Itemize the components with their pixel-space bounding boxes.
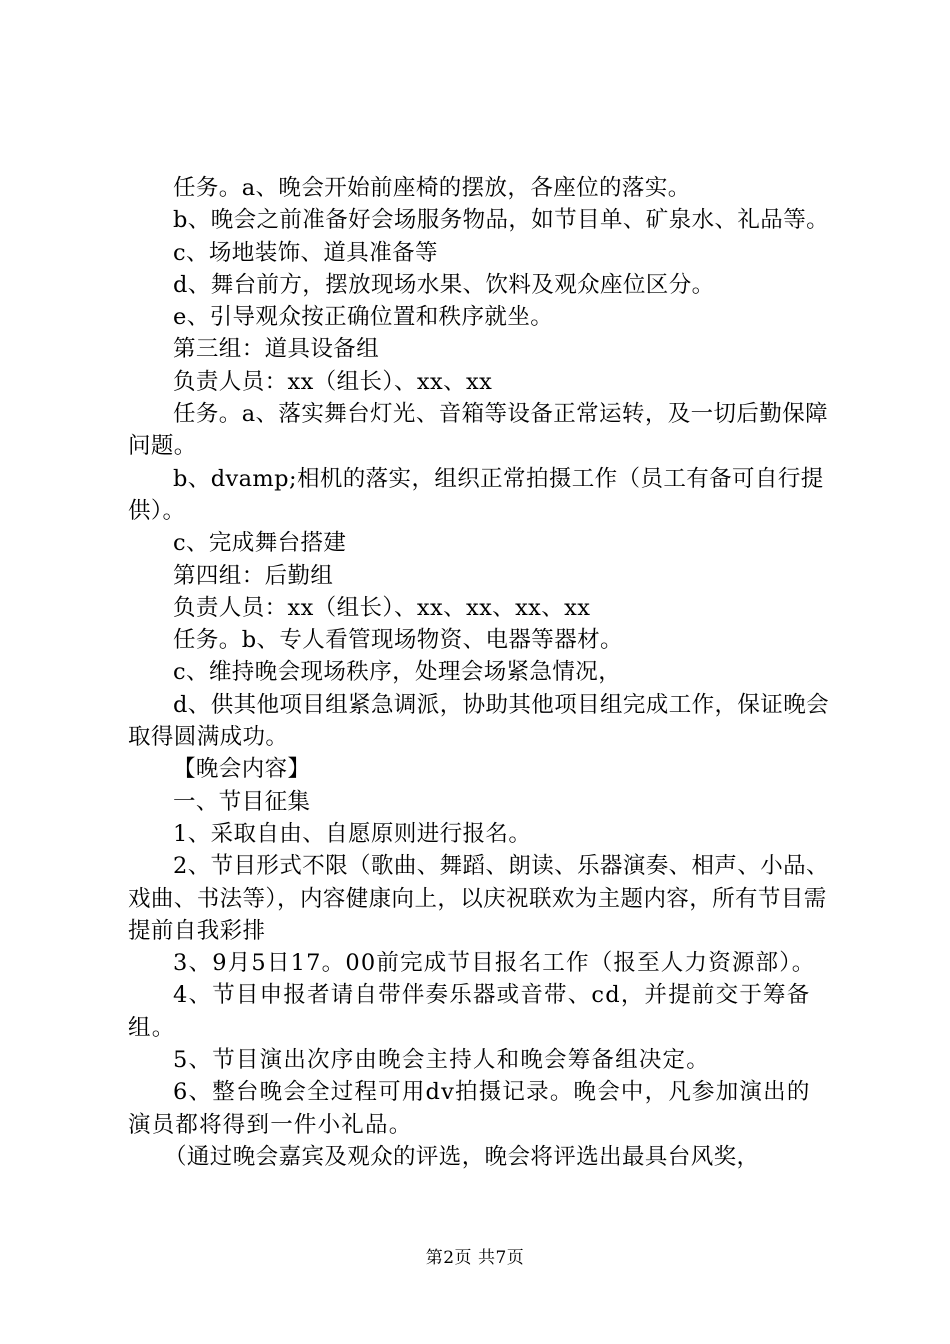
section-heading: 一、节目征集 bbox=[173, 788, 311, 815]
paragraph: d、舞台前方，摆放现场水果、饮料及观众座位区分。 bbox=[173, 271, 715, 298]
section-heading: 【晚会内容】 bbox=[173, 756, 311, 783]
paragraph: e、引导观众按正确位置和秩序就坐。 bbox=[173, 304, 554, 331]
paragraph: c、维持晚会现场秩序，处理会场紧急情况， bbox=[173, 659, 622, 686]
page-footer: 第2页 共7页 bbox=[425, 1248, 525, 1268]
section-heading: 第四组：后勤组 bbox=[173, 562, 334, 589]
paragraph: 5、节目演出次序由晚会主持人和晚会筹备组决定。 bbox=[173, 1047, 710, 1074]
paragraph: 2、节目形式不限（歌曲、舞蹈、朗读、乐器演奏、相声、小品、戏曲、书法等），内容健康向上，以庆祝联欢为主题内容，所有节目需提前自我彩排 bbox=[128, 853, 829, 944]
paragraph: c、场地装饰、道具准备等 bbox=[173, 239, 438, 266]
paragraph: 任务。a、落实舞台灯光、音箱等设备正常运转，及一切后勤保障问题。 bbox=[128, 401, 829, 460]
paragraph: 4、节目申报者请自带伴奏乐器或音带、cd，并提前交于筹备组。 bbox=[128, 982, 811, 1041]
paragraph: d、供其他项目组紧急调派，协助其他项目组完成工作，保证晚会取得圆满成功。 bbox=[128, 691, 830, 751]
paragraph: 6、整台晚会全过程可用dv拍摄记录。晚会中，凡参加演出的演员都将得到一件小礼品。 bbox=[128, 1079, 811, 1138]
paragraph: 任务。b、专人看管现场物资、电器等器材。 bbox=[173, 627, 623, 654]
paragraph: （通过晚会嘉宾及观众的评选，晚会将评选出最具台风奖， bbox=[164, 1143, 760, 1170]
paragraph: b、晚会之前准备好会场服务物品，如节目单、矿泉水、礼品等。 bbox=[173, 207, 830, 234]
paragraph: 任务。a、晚会开始前座椅的摆放，各座位的落实。 bbox=[173, 175, 691, 201]
document-body bbox=[128, 172, 834, 1173]
paragraph: 负责人员：xx（组长）、xx、xx bbox=[173, 368, 493, 395]
paragraph: b、dvamp;相机的落实，组织正常拍摄工作（员工有备可自行提供）。 bbox=[128, 465, 824, 524]
paragraph: c、完成舞台搭建 bbox=[173, 530, 347, 557]
paragraph: 3、9月5日17。00前完成节目报名工作（报至人力资源部）。 bbox=[173, 950, 816, 977]
paragraph: 负责人员：xx（组长）、xx、xx、xx、xx bbox=[173, 594, 591, 621]
paragraph: 1、采取自由、自愿原则进行报名。 bbox=[173, 820, 532, 847]
section-heading: 第三组：道具设备组 bbox=[173, 336, 380, 363]
